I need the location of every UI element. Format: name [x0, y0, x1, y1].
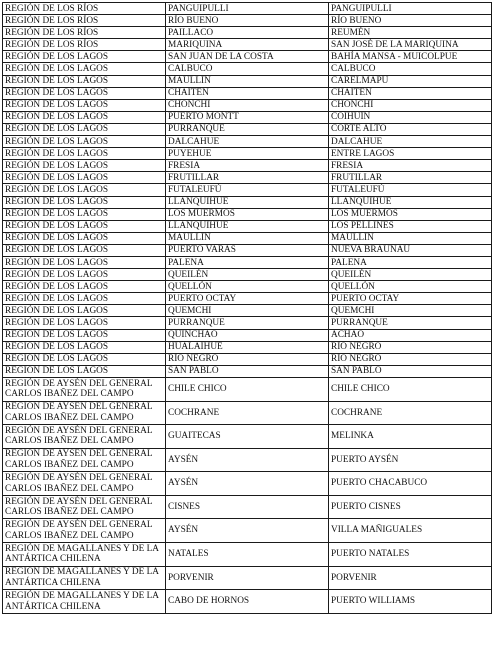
commune-cell: COCHRANE [166, 401, 329, 425]
commune-cell: QUEILÉN [166, 269, 329, 281]
commune-cell: CHAITÉN [166, 87, 329, 99]
locality-cell: VILLA MAÑIGUALES [329, 519, 492, 543]
locality-cell: PUERTO WILLIAMS [329, 590, 492, 614]
locality-cell: NUEVA BRAUNAU [329, 244, 492, 256]
table-row [3, 111, 492, 123]
commune-cell: PUERTO OCTAY [166, 293, 329, 305]
locality-cell: PUERTO OCTAY [329, 293, 492, 305]
table-row [3, 87, 492, 99]
commune-cell: PAILLACO [166, 27, 329, 39]
commune-cell: CABO DE HORNOS [166, 590, 329, 614]
table-row [3, 196, 492, 208]
table-row [3, 269, 492, 281]
table-row [3, 136, 492, 148]
commune-cell: DALCAHUE [166, 136, 329, 148]
region-cell: REGIÓN DE LOS LAGOS [3, 293, 166, 305]
commune-cell: SAN JUAN DE LA COSTA [166, 51, 329, 63]
commune-cell: LOS MUERMOS [166, 208, 329, 220]
region-cell: REGIÓN DE LOS LAGOS [3, 244, 166, 256]
commune-cell: RÍO NEGRO [166, 353, 329, 365]
commune-cell: QUINCHAO [166, 329, 329, 341]
region-cell: REGIÓN DE LOS LAGOS [3, 51, 166, 63]
region-cell: REGIÓN DE LOS LAGOS [3, 353, 166, 365]
table-row [3, 519, 492, 543]
region-cell: REGIÓN DE LOS LAGOS [3, 63, 166, 75]
commune-cell: FRUTILLAR [166, 172, 329, 184]
region-cell: REGIÓN DE MAGALLANES Y DE LA ANTÁRTICA CHILENA [3, 543, 166, 567]
locality-cell: ENTRE LAGOS [329, 148, 492, 160]
locality-cell: QUELLÓN [329, 281, 492, 293]
table-row [3, 51, 492, 63]
table-body [3, 3, 492, 614]
region-cell: REGIÓN DE LOS LAGOS [3, 281, 166, 293]
region-cell: REGIÓN DE LOS LAGOS [3, 305, 166, 317]
table-row [3, 27, 492, 39]
commune-cell: MAULLÍN [166, 232, 329, 244]
region-cell: REGIÓN DE LOS LAGOS [3, 196, 166, 208]
table-row [3, 123, 492, 135]
locality-cell: SAN JOSÉ DE LA MARIQUINA [329, 39, 492, 51]
region-cell: REGIÓN DE MAGALLANES Y DE LA ANTÁRTICA CHILENA [3, 590, 166, 614]
commune-cell: QUELLÓN [166, 281, 329, 293]
region-cell: REGIÓN DE LOS LAGOS [3, 148, 166, 160]
commune-cell: FUTALEUFÚ [166, 184, 329, 196]
locality-cell: QUEILÉN [329, 269, 492, 281]
region-cell: REGIÓN DE LOS RÍOS [3, 27, 166, 39]
table-row [3, 160, 492, 172]
locality-cell: MELINKA [329, 425, 492, 449]
commune-cell: PALENA [166, 256, 329, 268]
table-row [3, 172, 492, 184]
table-row [3, 293, 492, 305]
region-cell: REGIÓN DE LOS LAGOS [3, 220, 166, 232]
region-cell: REGIÓN DE AYSÉN DEL GENERAL CARLOS IBAÑEZ DEL CAMPO [3, 448, 166, 472]
region-cell: REGIÓN DE LOS LAGOS [3, 269, 166, 281]
locality-cell: LLANQUIHUE [329, 196, 492, 208]
commune-cell: SAN PABLO [166, 365, 329, 377]
locality-cell: COCHRANE [329, 401, 492, 425]
locality-cell: CHAITÉN [329, 87, 492, 99]
region-cell: REGIÓN DE LOS RÍOS [3, 3, 166, 15]
commune-cell: PUERTO VARAS [166, 244, 329, 256]
commune-cell: AYSÉN [166, 448, 329, 472]
table-row [3, 232, 492, 244]
region-cell: REGIÓN DE LOS LAGOS [3, 136, 166, 148]
locality-cell: MAULLÍN [329, 232, 492, 244]
region-cell: REGIÓN DE LOS LAGOS [3, 172, 166, 184]
locality-cell: CORTE ALTO [329, 123, 492, 135]
table-row [3, 184, 492, 196]
locality-cell: RÍO BUENO [329, 15, 492, 27]
region-cell: REGIÓN DE MAGALLANES Y DE LA ANTÁRTICA CHILENA [3, 566, 166, 590]
commune-cell: CALBUCO [166, 63, 329, 75]
locality-cell: RÍO NEGRO [329, 341, 492, 353]
locality-cell: PALENA [329, 256, 492, 268]
table-row [3, 377, 492, 401]
locality-cell: LOS MUERMOS [329, 208, 492, 220]
table-row [3, 99, 492, 111]
region-cell: REGIÓN DE LOS LAGOS [3, 87, 166, 99]
locality-cell: PUERTO CISNES [329, 495, 492, 519]
locality-cell: PUERTO AYSÉN [329, 448, 492, 472]
table-row [3, 566, 492, 590]
table-row [3, 472, 492, 496]
region-cell: REGIÓN DE AYSÉN DEL GENERAL CARLOS IBAÑEZ DEL CAMPO [3, 401, 166, 425]
region-cell: REGIÓN DE LOS LAGOS [3, 365, 166, 377]
commune-cell: PURRANQUE [166, 317, 329, 329]
commune-cell: NATALES [166, 543, 329, 567]
locality-cell: DALCAHUE [329, 136, 492, 148]
commune-cell: MARIQUINA [166, 39, 329, 51]
table-row [3, 220, 492, 232]
commune-cell: FRESIA [166, 160, 329, 172]
table-row [3, 75, 492, 87]
table-row [3, 543, 492, 567]
region-cell: REGIÓN DE AYSÉN DEL GENERAL CARLOS IBAÑEZ DEL CAMPO [3, 377, 166, 401]
commune-cell: PUERTO MONTT [166, 111, 329, 123]
locality-cell: RÍO NEGRO [329, 353, 492, 365]
region-cell: REGIÓN DE LOS LAGOS [3, 317, 166, 329]
locality-cell: REUMÉN [329, 27, 492, 39]
commune-cell: CHILE CHICO [166, 377, 329, 401]
commune-cell: LLANQUIHUE [166, 196, 329, 208]
commune-cell: AYSÉN [166, 472, 329, 496]
locality-cell: PANGUIPULLI [329, 3, 492, 15]
commune-cell: AYSÉN [166, 519, 329, 543]
locality-cell: CARELMAPU [329, 75, 492, 87]
commune-cell: PUYEHUE [166, 148, 329, 160]
region-cell: REGIÓN DE LOS LAGOS [3, 208, 166, 220]
locality-cell: SAN PABLO [329, 365, 492, 377]
commune-cell: PURRANQUE [166, 123, 329, 135]
region-cell: REGIÓN DE LOS LAGOS [3, 184, 166, 196]
region-cell: REGIÓN DE LOS LAGOS [3, 111, 166, 123]
table-row [3, 63, 492, 75]
region-cell: REGIÓN DE LOS RÍOS [3, 15, 166, 27]
table-row [3, 401, 492, 425]
table-row [3, 281, 492, 293]
commune-cell: PANGUIPULLI [166, 3, 329, 15]
region-cell: REGIÓN DE LOS LAGOS [3, 160, 166, 172]
table-row [3, 208, 492, 220]
table-row [3, 365, 492, 377]
locality-cell: BAHÍA MANSA - MUICOLPUE [329, 51, 492, 63]
locality-cell: COIHUÍN [329, 111, 492, 123]
locality-cell: PUERTO NATALES [329, 543, 492, 567]
table-row [3, 329, 492, 341]
region-cell: REGIÓN DE LOS LAGOS [3, 75, 166, 87]
region-cell: REGIÓN DE LOS LAGOS [3, 99, 166, 111]
region-cell: REGIÓN DE LOS LAGOS [3, 341, 166, 353]
table-row [3, 244, 492, 256]
region-cell: REGIÓN DE LOS LAGOS [3, 232, 166, 244]
commune-cell: QUEMCHI [166, 305, 329, 317]
commune-cell: CISNES [166, 495, 329, 519]
region-cell: REGIÓN DE LOS LAGOS [3, 123, 166, 135]
commune-cell: GUAITECAS [166, 425, 329, 449]
localities-table [2, 2, 492, 614]
table-row [3, 448, 492, 472]
region-cell: REGIÓN DE AYSÉN DEL GENERAL CARLOS IBAÑEZ DEL CAMPO [3, 519, 166, 543]
locality-cell: QUEMCHI [329, 305, 492, 317]
table-row [3, 590, 492, 614]
region-cell: REGIÓN DE AYSÉN DEL GENERAL CARLOS IBAÑEZ DEL CAMPO [3, 472, 166, 496]
table-row [3, 148, 492, 160]
commune-cell: CHONCHI [166, 99, 329, 111]
region-cell: REGIÓN DE AYSÉN DEL GENERAL CARLOS IBAÑEZ DEL CAMPO [3, 425, 166, 449]
locality-cell: LOS PELLINES [329, 220, 492, 232]
table-row [3, 3, 492, 15]
locality-cell: CALBUCO [329, 63, 492, 75]
region-cell: REGIÓN DE LOS RÍOS [3, 39, 166, 51]
table-row [3, 15, 492, 27]
locality-cell: ACHAO [329, 329, 492, 341]
table-row [3, 341, 492, 353]
table-row [3, 353, 492, 365]
locality-cell: PORVENIR [329, 566, 492, 590]
table-row [3, 305, 492, 317]
table-row [3, 495, 492, 519]
locality-cell: PURRANQUE [329, 317, 492, 329]
table-row [3, 317, 492, 329]
table-row [3, 256, 492, 268]
locality-cell: CHONCHI [329, 99, 492, 111]
locality-cell: FRUTILLAR [329, 172, 492, 184]
region-cell: REGIÓN DE AYSÉN DEL GENERAL CARLOS IBAÑEZ DEL CAMPO [3, 495, 166, 519]
table-row [3, 425, 492, 449]
locality-cell: CHILE CHICO [329, 377, 492, 401]
region-cell: REGIÓN DE LOS LAGOS [3, 329, 166, 341]
commune-cell: LLANQUIHUE [166, 220, 329, 232]
commune-cell: MAULLÍN [166, 75, 329, 87]
commune-cell: PORVENIR [166, 566, 329, 590]
region-cell: REGIÓN DE LOS LAGOS [3, 256, 166, 268]
locality-cell: PUERTO CHACABUCO [329, 472, 492, 496]
commune-cell: HUALAIHUÉ [166, 341, 329, 353]
table-row [3, 39, 492, 51]
locality-cell: FRESIA [329, 160, 492, 172]
locality-cell: FUTALEUFÚ [329, 184, 492, 196]
commune-cell: RÍO BUENO [166, 15, 329, 27]
